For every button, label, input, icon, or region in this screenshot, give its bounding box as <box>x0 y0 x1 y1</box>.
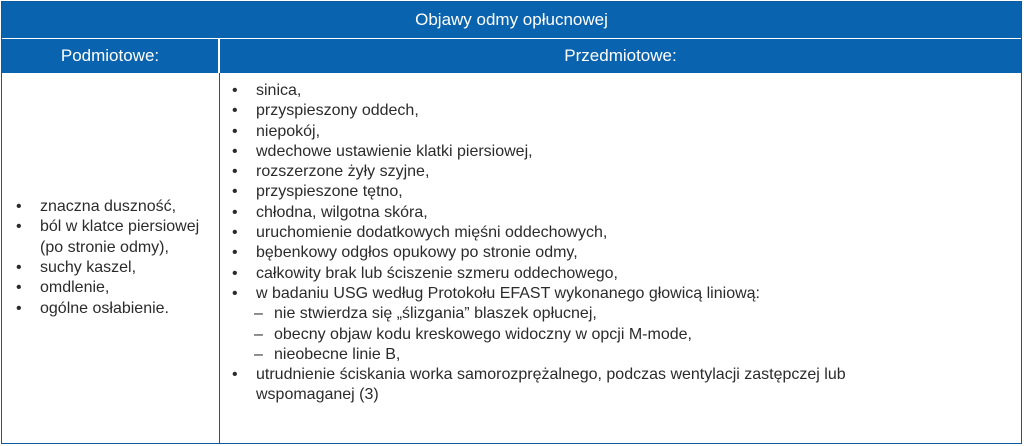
sub-list-item: – obecny objaw kodu kreskowego widoczny w opcji M-mode, <box>232 325 1021 345</box>
list-item: • przyspieszony oddech, <box>232 101 1021 121</box>
list-item: • znaczna duszność, <box>16 197 216 217</box>
list-item: • całkowity brak lub ściszenie szmeru oddechowego, <box>232 264 1021 284</box>
subjective-column <box>2 73 220 443</box>
list-item: • w badaniu USG według Protokołu EFAST wykonanego głowicą liniową: <box>232 284 1021 304</box>
table-header-row <box>2 39 1021 73</box>
sub-list-item: – nie stwierdza się „ślizgania” blaszek opłucnej, <box>232 304 1021 324</box>
header-subjective: Podmiotowe: <box>2 39 220 73</box>
subjective-list <box>2 197 216 319</box>
table-title: Objawy odmy opłucnowej <box>2 2 1021 38</box>
symptoms-table <box>1 1 1022 444</box>
list-item: • omdlenie, <box>16 278 216 298</box>
list-item: • ból w klatce piersiowej (po stronie odmy), <box>16 217 216 258</box>
objective-column <box>220 73 1021 443</box>
list-item: • niepokój, <box>232 122 1021 142</box>
list-item: • przyspieszone tętno, <box>232 182 1021 202</box>
list-item: • uruchomienie dodatkowych mięśni oddechowych, <box>232 223 1021 243</box>
objective-list <box>220 73 1021 406</box>
header-objective: Przedmiotowe: <box>564 46 677 65</box>
list-item: • sinica, <box>232 81 1021 101</box>
list-item: • suchy kaszel, <box>16 258 216 278</box>
list-item: • chłodna, wilgotna skóra, <box>232 203 1021 223</box>
list-item: • ogólne osłabienie. <box>16 299 216 319</box>
list-item: • rozszerzone żyły szyjne, <box>232 162 1021 182</box>
list-item: • wdechowe ustawienie klatki piersiowej, <box>232 142 1021 162</box>
list-item: • bębenkowy odgłos opukowy po stronie odmy, <box>232 243 1021 263</box>
sub-list-item: – nieobecne linie B, <box>232 345 1021 365</box>
list-item: • utrudnienie ściskania worka samorozprężalnego, podczas wentylacji zastępczej lub wspomaganej (3) <box>232 365 936 406</box>
